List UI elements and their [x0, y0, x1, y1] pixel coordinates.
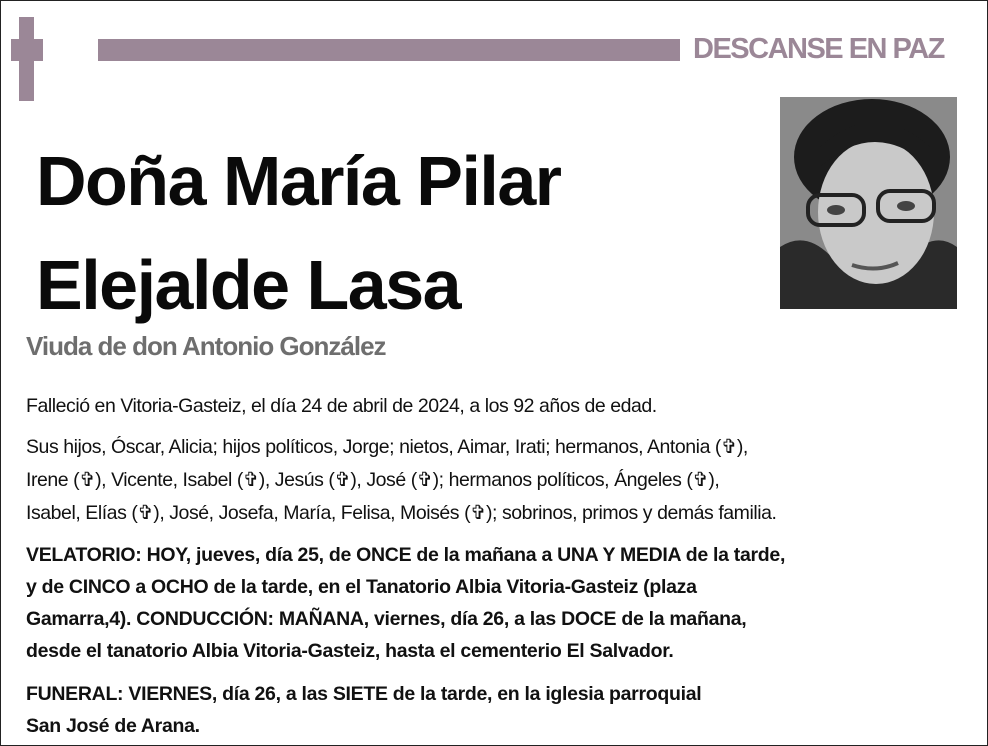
name-line-2: Elejalde Lasa	[36, 246, 461, 324]
portrait-photo	[780, 97, 957, 309]
velatorio-line: VELATORIO: HOY, jueves, día 25, de ONCE de la mañana a UNA Y MEDIA de la tarde,	[26, 544, 786, 566]
family-line: Isabel, Elías (✞), José, Josefa, María, Felisa, Moisés (✞); sobrinos, primos y demás familia.	[26, 502, 777, 524]
velatorio-line: y de CINCO a OCHO de la tarde, en el Tanatorio Albia Vitoria-Gasteiz (plaza	[26, 576, 697, 598]
family-line: Sus hijos, Óscar, Alicia; hijos políticos, Jorge; nietos, Aimar, Irati; hermanos, Antonia (✞),	[26, 436, 748, 458]
family-line: Irene (✞), Vicente, Isabel (✞), Jesús (✞), José (✞); hermanos políticos, Ángeles (✞),	[26, 469, 720, 491]
family-paragraph	[26, 431, 777, 530]
header-bar	[98, 39, 680, 61]
header-label: DESCANSE EN PAZ	[693, 33, 944, 65]
subtitle: Viuda de don Antonio González	[26, 331, 386, 361]
death-notice	[26, 390, 657, 423]
name-line-1: Doña María Pilar	[36, 142, 561, 220]
velatorio-line: desde el tanatorio Albia Vitoria-Gasteiz, hasta el cementerio El Salvador.	[26, 640, 674, 662]
velatorio-line: Gamarra,4). CONDUCCIÓN: MAÑANA, viernes, día 26, a las DOCE de la mañana,	[26, 608, 747, 630]
velatorio-paragraph	[26, 539, 785, 667]
funeral-paragraph	[26, 678, 701, 742]
funeral-line: FUNERAL: VIERNES, día 26, a las SIETE de la tarde, en la iglesia parroquial	[26, 683, 702, 705]
funeral-line: San José de Arana.	[26, 715, 200, 737]
death-text: Falleció en Vitoria-Gasteiz, el día 24 de abril de 2024, a los 92 años de edad.	[26, 395, 657, 417]
deceased-name	[36, 129, 561, 337]
